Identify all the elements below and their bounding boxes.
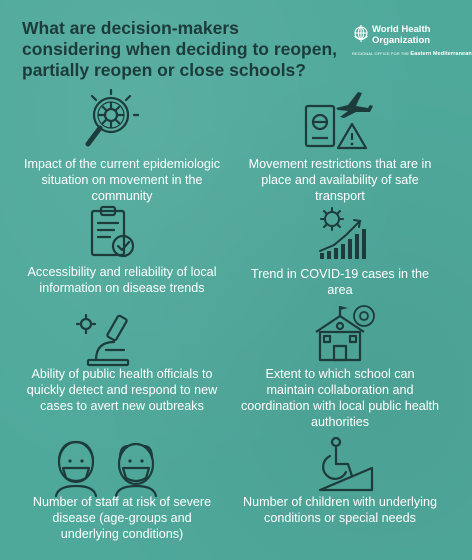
item-caption: Extent to which school can maintain collaboration and coordination with local public health authorities (240, 367, 440, 429)
logo-region: REGIONAL OFFICE FOR THE Eastern Mediterranean (352, 51, 472, 57)
passport-airplane-warning-icon (300, 88, 372, 154)
item-caption: Impact of the current epidemiologic situation on movement in the community (23, 157, 220, 203)
page-title: What are decision-makers considering when deciding to reopen, partially reopen or close schools? (22, 18, 338, 80)
virus-rising-chart-icon (312, 205, 370, 263)
who-logo (352, 24, 472, 66)
logo-line-2: Organization (372, 35, 431, 46)
item-caption: Trend in COVID-19 cases in the area (250, 267, 430, 297)
clipboard-check-icon (88, 205, 138, 261)
item-caption: Ability of public health officials to quickly detect and respond to new cases to avert new outbreaks (26, 367, 218, 413)
item-caption: Movement restrictions that are in place and availability of safe transport (248, 157, 432, 203)
microscope-icon (74, 312, 144, 368)
item-caption: Number of children with underlying conditions or special needs (243, 495, 437, 525)
who-emblem-icon (352, 24, 370, 44)
item-caption: Accessibility and reliability of local information on disease trends (27, 265, 217, 295)
logo-line-1: World Health (372, 24, 431, 35)
masked-elderly-people-icon (50, 434, 170, 496)
school-building-icon (312, 302, 378, 364)
wheelchair-ramp-icon (316, 436, 374, 492)
item-caption: Number of staff at risk of severe disease (age-groups and underlying conditions) (32, 495, 212, 541)
magnifier-virus-icon (78, 88, 144, 154)
